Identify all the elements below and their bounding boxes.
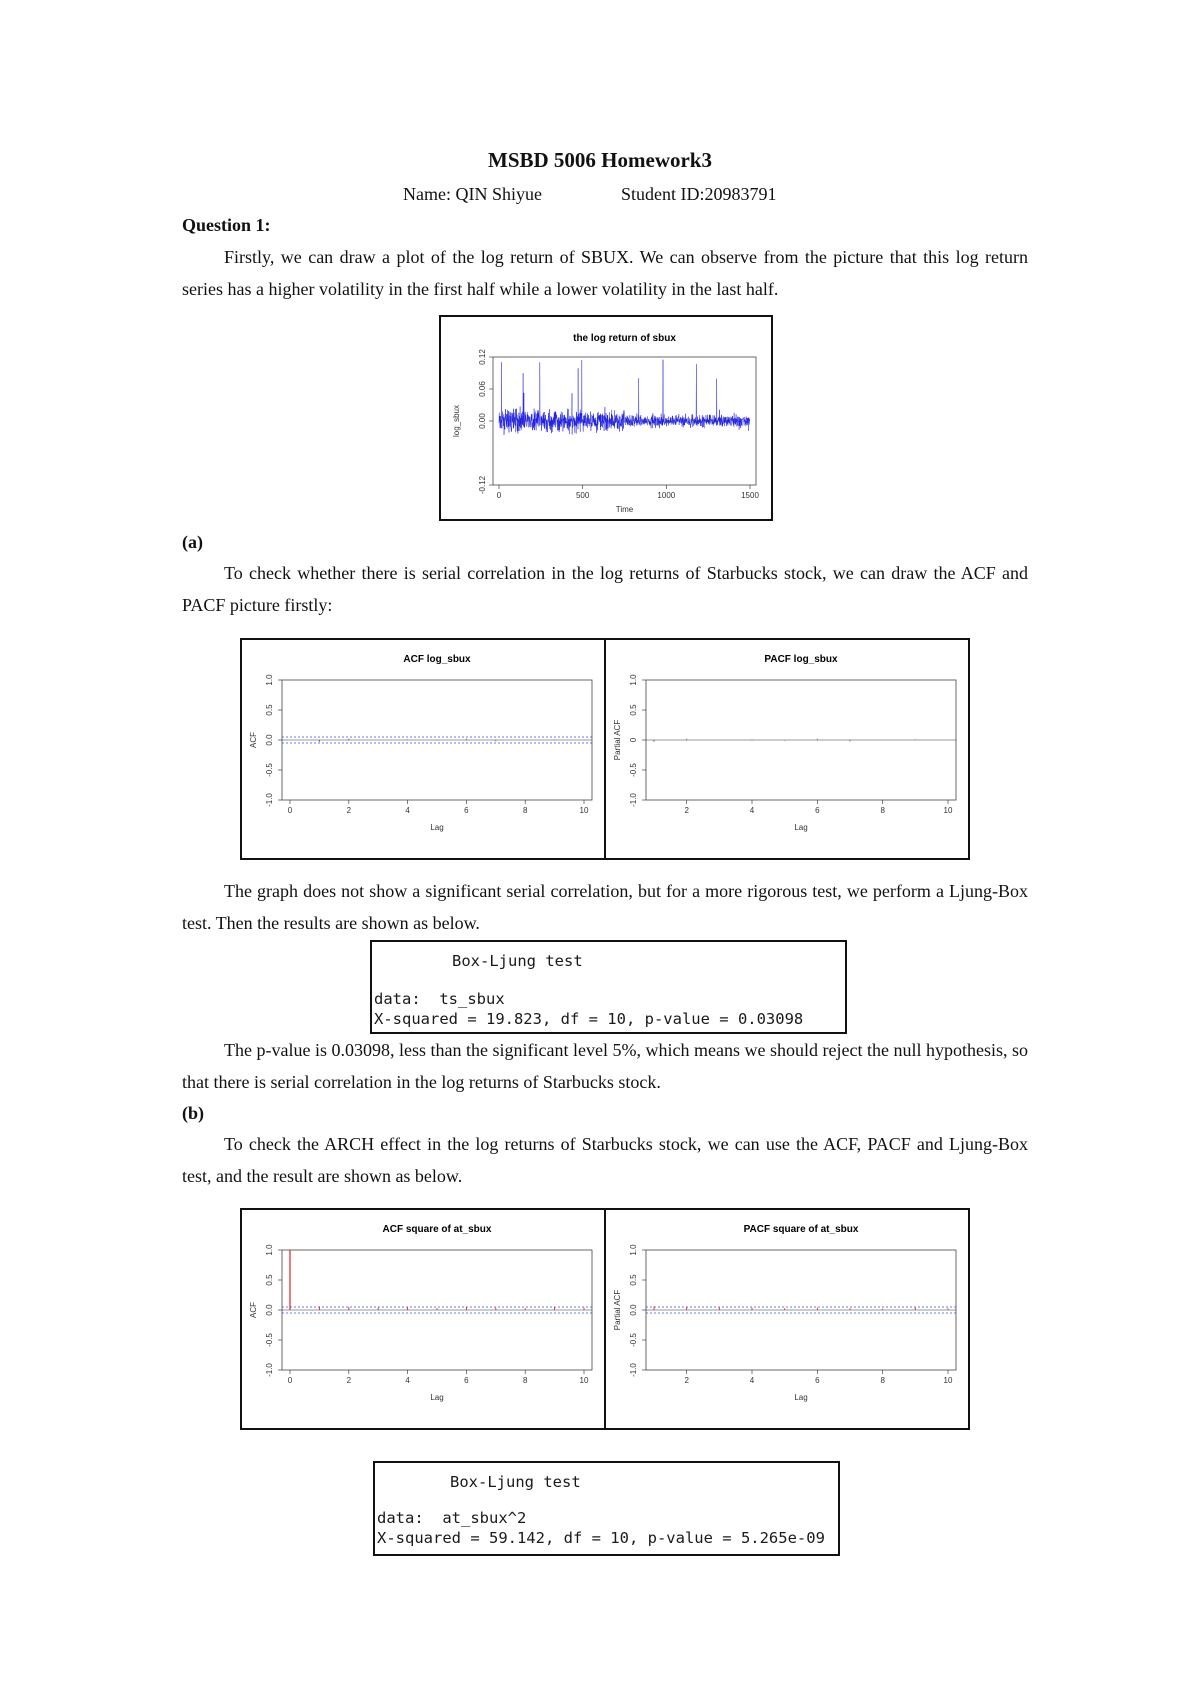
y-tick-label: 0.5 [265, 1274, 274, 1286]
y-tick-label: -0.5 [265, 763, 274, 777]
y-tick-label: 1.0 [265, 674, 274, 686]
x-tick-label: 8 [880, 806, 885, 815]
chart-title: PACF square of at_sbux [743, 1224, 859, 1235]
y-tick-label: 0.06 [478, 381, 487, 397]
y-tick-label: 0.0 [265, 734, 274, 746]
x-tick-label: 2 [346, 1376, 352, 1385]
paragraph-a3: The p-value is 0.03098, less than the significant level 5%, which means we should reject the null hypothesis, so that there is serial correlation in the log returns of Starbucks stock. [182, 1040, 1028, 1092]
y-tick-label: -0.5 [629, 763, 638, 777]
x-axis-label: Time [615, 505, 634, 514]
y-tick-label: -1.0 [265, 1363, 274, 1377]
y-tick-label: 0.12 [478, 349, 487, 365]
paragraph-a2: The graph does not show a significant serial correlation, but for a more rigorous test, we perform a Ljung-Box test. Then the results are shown as below. [182, 881, 1028, 933]
x-tick-label: 10 [579, 806, 589, 815]
ljung-box-output-1 [370, 940, 847, 1034]
y-axis-label: ACF [249, 732, 258, 748]
y-tick-label: 0.5 [629, 704, 638, 716]
y-tick-label: -1.0 [265, 793, 274, 807]
y-tick-label: 0 [629, 737, 638, 743]
x-tick-label: 4 [405, 1376, 410, 1385]
question-heading: Question 1: [182, 215, 271, 235]
y-axis-label: ACF [249, 1302, 258, 1318]
pacf-log-sbux-chart [606, 640, 968, 858]
y-axis-label: log_sbux [452, 404, 461, 438]
x-tick-label: 10 [943, 806, 953, 815]
x-tick-label: 4 [749, 1376, 755, 1385]
x-tick-label: 0 [287, 1376, 293, 1385]
chart-title: ACF log_sbux [403, 654, 471, 665]
acf-log-sbux-chart [242, 640, 604, 858]
student-id: Student ID:20983791 [621, 184, 777, 204]
page-title: MSBD 5006 Homework3 [488, 148, 712, 172]
acf-log-sbux-figure [240, 638, 606, 860]
x-tick-label: 6 [815, 806, 820, 815]
box1-data: data: ts_sbux [374, 990, 505, 1008]
chart-title: ACF square of at_sbux [382, 1224, 492, 1235]
log-return-figure [439, 315, 773, 521]
y-tick-label: 0.0 [629, 1304, 638, 1316]
y-tick-label: 0.5 [629, 1274, 638, 1286]
paragraph-b1: To check the ARCH effect in the log returns of Starbucks stock, we can use the ACF, PACF and Ljung-Box test, and the result are shown as below. [182, 1134, 1028, 1186]
x-tick-label: 2 [684, 1376, 689, 1385]
x-axis-label: Lag [794, 823, 808, 832]
log-return-chart [441, 317, 771, 519]
acf-square-figure [240, 1208, 606, 1430]
x-tick-label: 8 [522, 806, 528, 815]
intro-paragraph: Firstly, we can draw a plot of the log return of SBUX. We can observe from the picture that this log return series has a higher volatility in the first half while a lower volatility in the last half. [182, 247, 1028, 299]
x-tick-label: 1500 [741, 491, 759, 500]
x-tick-label: 6 [815, 1376, 820, 1385]
x-tick-label: 10 [579, 1376, 589, 1385]
x-tick-label: 2 [684, 806, 689, 815]
acf-square-chart [242, 1210, 604, 1428]
y-tick-label: -0.5 [629, 1333, 638, 1347]
y-axis-label: Partial ACF [613, 719, 622, 761]
chart-title: the log return of sbux [573, 333, 676, 344]
x-tick-label: 4 [749, 806, 755, 815]
ljung-box-output-2 [373, 1461, 840, 1556]
x-axis-label: Lag [794, 1393, 808, 1402]
x-axis-label: Lag [430, 1393, 444, 1402]
x-tick-label: 500 [575, 491, 590, 500]
box2-stat: X-squared = 59.142, df = 10, p-value = 5.265e-09 [377, 1529, 825, 1547]
y-tick-label: 0.0 [265, 1304, 274, 1316]
box1-stat: X-squared = 19.823, df = 10, p-value = 0.03098 [374, 1010, 804, 1028]
y-tick-label: -1.0 [629, 1363, 638, 1377]
paragraph-a1: To check whether there is serial correlation in the log returns of Starbucks stock, we can draw the ACF and PACF picture firstly: [182, 563, 1028, 615]
x-tick-label: 6 [464, 1376, 469, 1385]
y-tick-label: 1.0 [629, 1244, 638, 1256]
x-tick-label: 1000 [657, 491, 676, 500]
x-tick-label: 4 [405, 806, 410, 815]
series-line [499, 360, 750, 435]
chart-title: PACF log_sbux [764, 654, 838, 665]
y-axis-label: Partial ACF [613, 1289, 622, 1331]
box2-title: Box-Ljung test [450, 1473, 581, 1491]
y-tick-label: 0.00 [478, 413, 487, 429]
y-tick-label: 1.0 [629, 674, 638, 686]
box1-title: Box-Ljung test [452, 952, 583, 970]
x-tick-label: 6 [464, 806, 469, 815]
pacf-log-sbux-figure [604, 638, 970, 860]
x-tick-label: 10 [943, 1376, 953, 1385]
student-name: Name: QIN Shiyue [403, 184, 542, 204]
box2-data: data: at_sbux^2 [377, 1509, 527, 1527]
x-axis-label: Lag [430, 823, 444, 832]
y-tick-label: 1.0 [265, 1244, 274, 1256]
pacf-square-chart [606, 1210, 968, 1428]
x-tick-label: 8 [522, 1376, 528, 1385]
x-tick-label: 8 [880, 1376, 885, 1385]
x-tick-label: 0 [496, 491, 502, 500]
section-label-a: (a) [182, 532, 203, 552]
y-tick-label: -0.5 [265, 1333, 274, 1347]
x-tick-label: 2 [346, 806, 352, 815]
y-tick-label: 0.5 [265, 704, 274, 716]
y-tick-label: -1.0 [629, 793, 638, 807]
section-label-b: (b) [182, 1103, 204, 1123]
y-tick-label: -0.12 [478, 475, 487, 495]
pacf-square-figure [604, 1208, 970, 1430]
x-tick-label: 0 [287, 806, 293, 815]
